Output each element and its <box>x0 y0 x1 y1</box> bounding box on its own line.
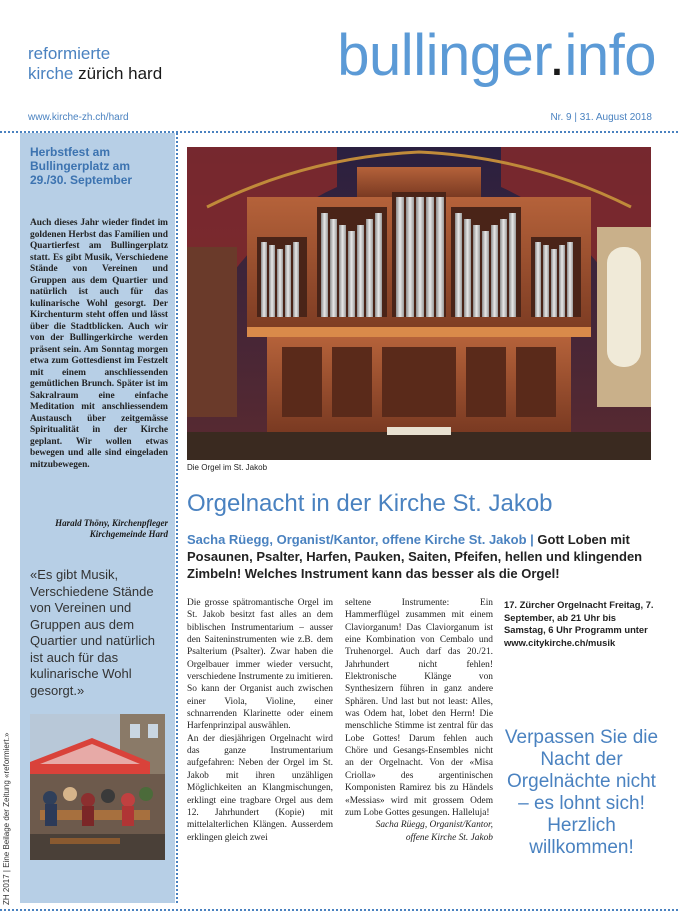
brand-line-1: reformierte <box>28 44 111 63</box>
brand-line-2: kirche zürich hard <box>28 64 163 83</box>
festival-photo <box>30 714 165 860</box>
event-info: 17. Zürcher Orgelnacht Freitag, 7. September, ab 21 Uhr bis Samstag, 6 Uhr Programm unter www.citykirche.ch/musik <box>504 599 654 648</box>
article-signature: Sacha Rüegg, Organist/Kantor, offene Kirche St. Jakob <box>375 820 493 843</box>
promo-text: Verpassen Sie die Nacht der Orgelnächte nicht – es lohnt sich! Herzlich willkommen! <box>504 727 659 858</box>
sidebar-divider <box>176 133 178 903</box>
sidebar-quote: «Es gibt Musik, Verschiedene Stände von Vereinen und Gruppen aus dem Quartier und natürlich ist auch für das kulinarische Wohl gesorgt.» <box>30 567 156 698</box>
brand-logo <box>28 44 162 84</box>
masthead-title: bullinger.info <box>337 23 656 88</box>
column-1-paragraph-2: An der diesjährigen Orgelnacht wird das ganze Instrumentarium aufgefahren: Neben der Orgel im St. Jakob mit ihren unzähligen Möglichkeiten an Klangmischungen, erklingt eine tragbare Orgel aus dem 12. Jahrhundert (Kopie) mit mittelalterlichen Klängen. Ausserdem erklingen gleich zwei <box>187 733 333 843</box>
organ-photo <box>187 147 651 460</box>
lead-text: Gott Loben mit Posaunen, Psalter, Harfen, Pauken, Saiten, Pfeifen, hellen und klingenden Zimbeln! Welches Instrument kann das besser als die Orgel! <box>187 532 643 581</box>
article-column-2 <box>345 597 493 844</box>
sidebar-title: Herbstfest am Bullingerplatz am 29./30. September <box>30 145 133 187</box>
footer-divider <box>0 909 678 911</box>
lead-author: Sacha Rüegg, Organist/Kantor, offene Kirche St. Jakob | <box>187 532 538 547</box>
sidebar-signature: Harald Thöny, Kirchenpfleger Kirchgemeinde Hard <box>55 518 168 539</box>
issue-number: Nr. 9 | 31. August 2018 <box>550 112 652 123</box>
article-lead <box>187 531 657 582</box>
photo-caption: Die Orgel im St. Jakob <box>187 463 268 472</box>
website-url[interactable]: www.kirche-zh.ch/hard <box>28 112 129 123</box>
article-headline: Orgelnacht in der Kirche St. Jakob <box>187 490 553 517</box>
column-1-paragraph-1: Die grosse spätromantische Orgel im St. Jakob besitzt fast alles an dem biblischen Instrumentarium – ausser den Saiteninstrumenten wie z.B. dem Psalterium (Psalter). Zwar haben die Orgelbauer immer wieder versucht, verschiedene Instrumente zu imitieren. So kann der Organist auch zwischen einer Viola, Violine, einer schnarrenden Klarinette oder einem Harfenprinzipal auswählen. <box>187 598 333 732</box>
article-column-1 <box>187 597 333 844</box>
column-2-paragraph-1: seltene Instrumente: Ein Hammerflügel zusammen mit einem Claviorganum! Das Claviorganum ist eine Kombination von Cembalo und Truhenorgel. Auch darf das 20./21. Jahrhundert nicht fehlen! Elektronische Klänge von Synthesizern führen in ganz andere Sphären. Und last but not least: Alles, was Odem hat, lobet den Herrn! Die menschliche Stimme ist zentral für das Lobe Gottes! Darum fehlen auch Chöre und Gesangs-Ensembles nicht an der Orgelnacht. Von der «Misa Criolla» des argentinischen Komponisten Ramirez bis zu Händels «Messias» wird mit grossem Odem zum Lobe Gottes gesungen. Halleluja! <box>345 598 493 818</box>
sidebar-body: Auch dieses Jahr wieder findet im goldenen Herbst das Familien und Quartierfest am Bullingerplatz statt. Es gibt Musik, Verschiedene Stände von Vereinen und Gruppen aus dem Quartier und natürlich ist auch für das kulinarische Wohl gesorgt. Der Kirchenturm steht offen und lässt über die Stadtblicken. Auch wir von der Bullingerkirche werden präsent sein. Am Sonntag morgen etwa zum Gottesdienst im Festzelt mit einem anschliessenden gemütlichen Brunch. Später ist im Sakralraum eine einfache Meditation mit anschliessendem Austausch über zeitgemässe Spiritualität in der Kirche geplant. Wir wollen etwas bewegen und alle sind eingeladen mitzubewegen. <box>30 218 168 470</box>
supplement-note: ZH 2017 | Eine Beilage der Zeitung «reformiert.» <box>2 732 11 905</box>
